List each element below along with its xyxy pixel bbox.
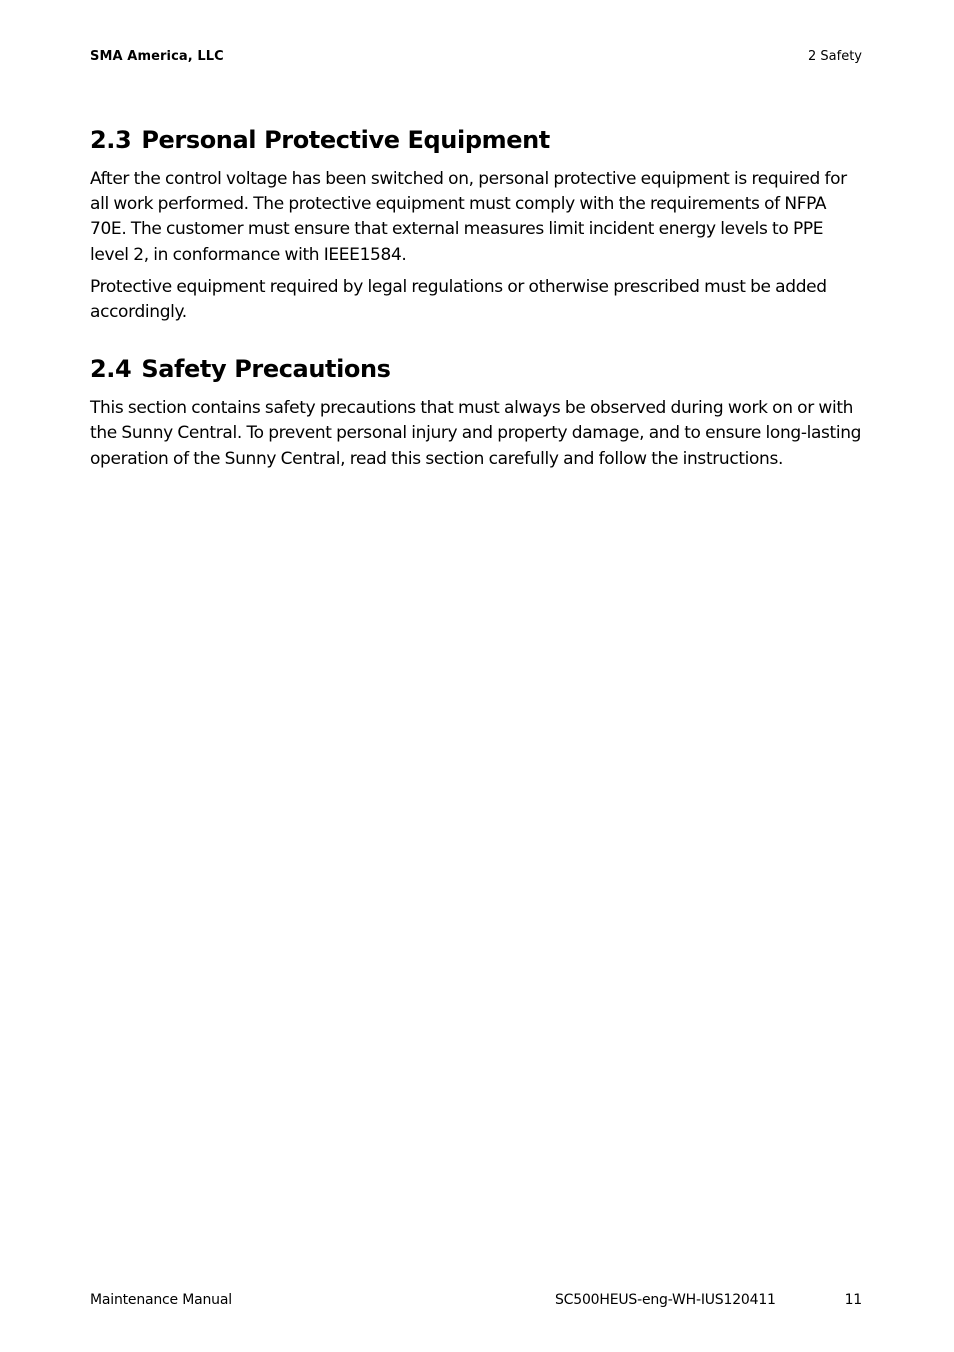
section-title: Safety Precautions [141, 355, 391, 384]
section-title: Personal Protective Equipment [141, 126, 550, 154]
footer-page-number: 11 [844, 1292, 862, 1308]
section-personal-protective-equipment [90, 124, 862, 325]
section-number: 2.4 [90, 355, 132, 384]
paragraph: This section contains safety precautions that must always be observed during work on or with the Sunny Central. To prevent personal injury and property damage, and to ensure long-lasting operation of the Sunny Central, read this section carefully and follow the instructions. [90, 398, 862, 469]
section-heading [90, 353, 862, 385]
paragraph: After the control voltage has been switched on, personal protective equipment is required for all work performed. The protective equipment must comply with the requirements of NFPA 70E. The customer must ensure that external measures limit incident energy levels to PPE level 2, in conformance with IEEE1584. [90, 169, 847, 265]
page-header [90, 49, 862, 69]
header-company: SMA America, LLC [90, 49, 224, 64]
footer-doc-code: SC500HEUS-eng-WH-IUS120411 [555, 1292, 776, 1308]
paragraph: Protective equipment required by legal regulations or otherwise prescribed must be added accordingly. [90, 276, 827, 323]
footer-doc-type: Maintenance Manual [90, 1292, 232, 1308]
header-chapter: 2 Safety [808, 49, 862, 64]
section-safety-precautions [90, 353, 862, 472]
section-number: 2.3 [90, 126, 132, 154]
page-content [90, 124, 862, 479]
section-heading [90, 124, 862, 156]
page-footer [90, 1292, 862, 1312]
